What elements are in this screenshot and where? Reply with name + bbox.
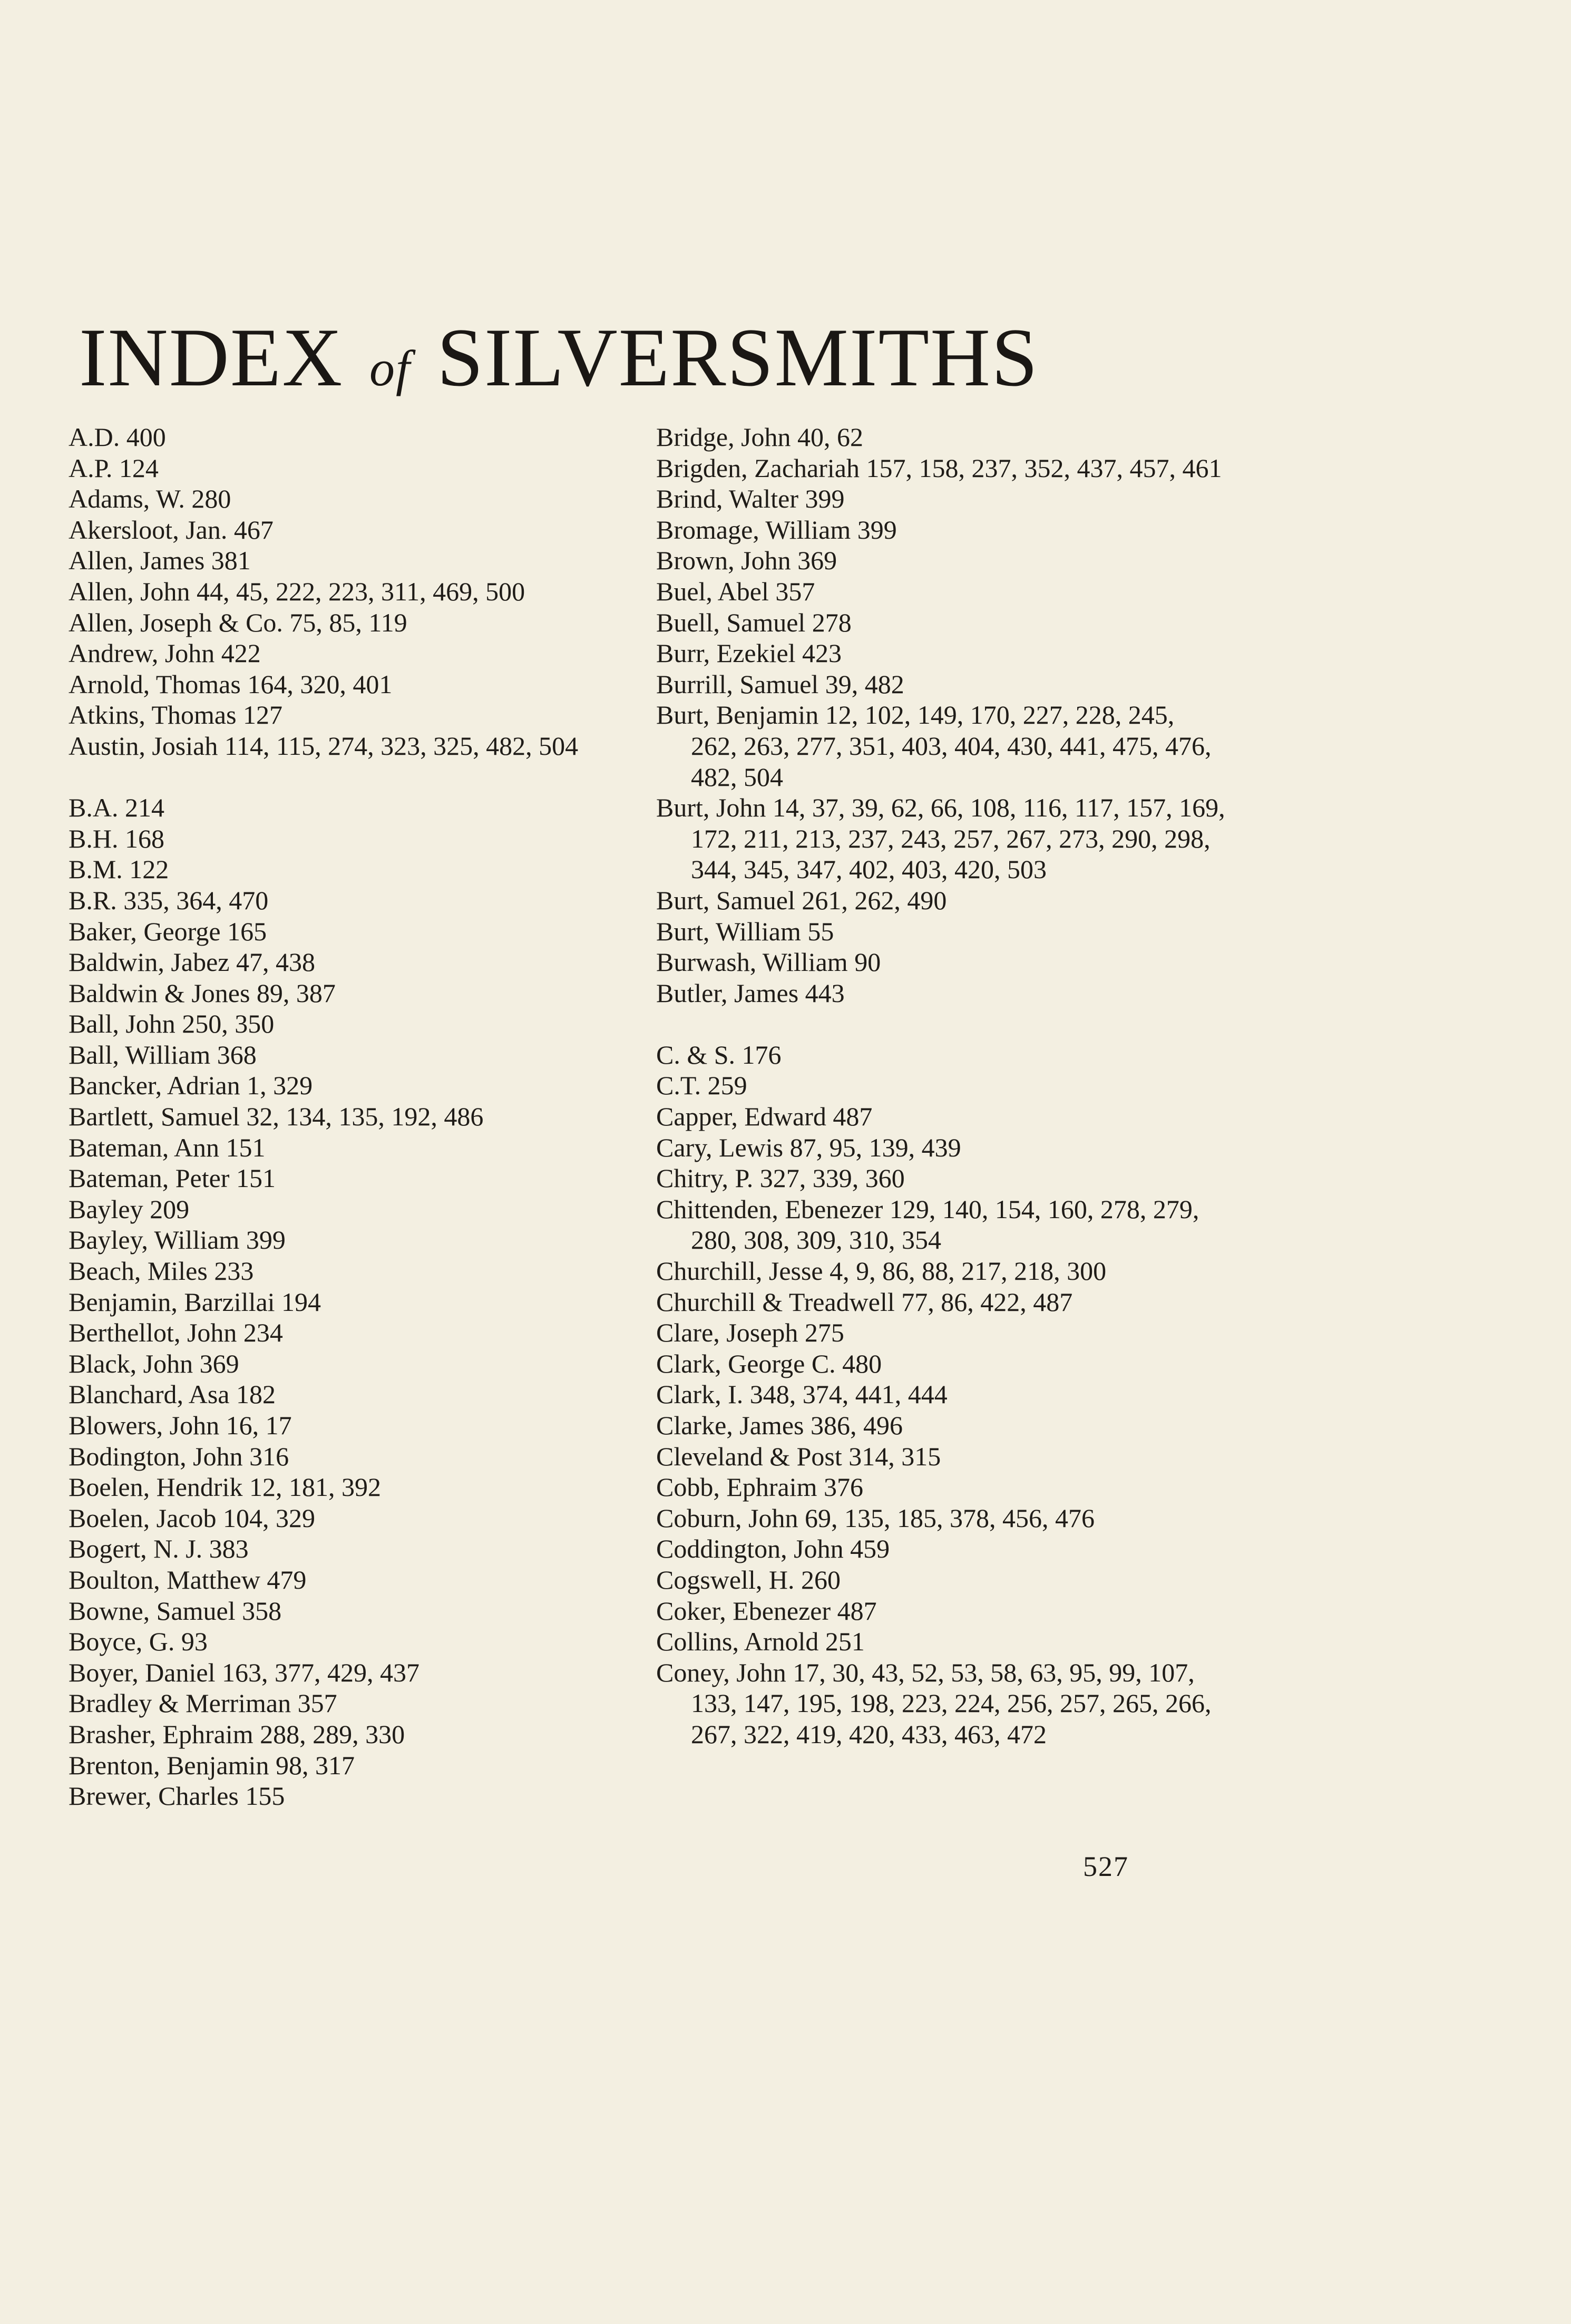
index-entry: Allen, James 381 [69,546,251,576]
index-entry: B.R. 335, 364, 470 [69,885,269,915]
index-entry: Bradley & Merriman 357 [69,1688,337,1718]
index-entry: Clare, Joseph 275 [656,1318,844,1348]
index-entry: Arnold, Thomas 164, 320, 401 [69,669,393,699]
index-entry: Brind, Walter 399 [656,484,845,514]
page-title [79,312,1039,404]
index-entry: Capper, Edward 487 [656,1102,873,1132]
section-gap [656,1008,1225,1039]
index-entry: Benjamin, Barzillai 194 [69,1287,321,1317]
index-entry: Brasher, Ephraim 288, 289, 330 [69,1719,405,1749]
index-entry: Bateman, Ann 151 [69,1132,266,1162]
index-entry: Chittenden, Ebenezer 129, 140, 154, 160, 278, 279, 280, 308, 309, 310, 354 [656,1194,1199,1255]
index-entry: Boelen, Jacob 104, 329 [69,1503,315,1533]
index-entry: Brigden, Zachariah 157, 158, 237, 352, 437, 457, 461 [656,453,1222,483]
index-entry: Blowers, John 16, 17 [69,1411,292,1440]
index-entry: Collins, Arnold 251 [656,1627,865,1657]
title-word-silversmiths: SILVERSMITHS [437,312,1039,404]
index-entry: Boyer, Daniel 163, 377, 429, 437 [69,1657,419,1687]
index-entry: Cary, Lewis 87, 95, 139, 439 [656,1132,961,1162]
index-entry: Clark, I. 348, 374, 441, 444 [656,1379,948,1409]
index-entry: Bridge, John 40, 62 [656,422,864,452]
index-entry: Bromage, William 399 [656,514,897,544]
index-entry: Clarke, James 386, 496 [656,1411,903,1440]
index-entry: Churchill, Jesse 4, 9, 86, 88, 217, 218, 300 [656,1256,1107,1286]
index-entry: Akersloot, Jan. 467 [69,514,274,544]
title-word-index: INDEX [79,312,344,404]
index-entry: Coker, Ebenezer 487 [656,1596,877,1626]
index-entry: Allen, John 44, 45, 222, 223, 311, 469, 500 [69,576,525,606]
index-entry: B.H. 168 [69,823,164,853]
index-entry: Brenton, Benjamin 98, 317 [69,1750,355,1780]
index-column-left [69,422,638,1812]
index-entry: Boelen, Hendrik 12, 181, 392 [69,1472,381,1502]
index-entry: B.A. 214 [69,793,164,823]
index-entry: Coney, John 17, 30, 43, 52, 53, 58, 63, 95, 99, 107, 133, 147, 195, 198, 223, 224, 256, 257, 265, 266, 267, 322, 419, 420, 433, 463, 472 [656,1657,1212,1749]
index-entry: Coddington, John 459 [656,1534,890,1564]
index-entry: Atkins, Thomas 127 [69,700,283,730]
index-entry: Burr, Ezekiel 423 [656,638,842,668]
index-entry: Allen, Joseph & Co. 75, 85, 119 [69,607,407,637]
index-entry: C. & S. 176 [656,1039,782,1069]
index-entry: Burt, William 55 [656,916,834,946]
index-entry: Baker, George 165 [69,916,267,946]
index-entry: Buell, Samuel 278 [656,607,852,637]
index-entry: Clark, George C. 480 [656,1348,882,1378]
index-entry: Burt, Samuel 261, 262, 490 [656,885,947,915]
index-entry: Burt, Benjamin 12, 102, 149, 170, 227, 228, 245, 262, 263, 277, 351, 403, 404, 430, 441, 475, 476, 482, 504 [656,700,1212,792]
index-entry: Baldwin & Jones 89, 387 [69,978,336,1008]
index-entry: Chitry, P. 327, 339, 360 [656,1163,905,1193]
index-entry: Baldwin, Jabez 47, 438 [69,947,315,977]
index-entry: Austin, Josiah 114, 115, 274, 323, 325, 482, 504 [69,731,579,761]
index-entry: Buel, Abel 357 [656,576,815,606]
index-entry: Blanchard, Asa 182 [69,1379,276,1409]
index-entry: Cleveland & Post 314, 315 [656,1441,941,1471]
index-entry: Berthellot, John 234 [69,1318,283,1348]
index-entry: Black, John 369 [69,1348,239,1378]
index-entry: B.M. 122 [69,854,169,884]
index-entry: A.P. 124 [69,453,159,483]
index-entry: Boulton, Matthew 479 [69,1564,307,1594]
section-gap [69,762,638,793]
index-entry: Brown, John 369 [656,546,837,576]
index-entry: Cobb, Ephraim 376 [656,1472,864,1502]
index-entry: Bogert, N. J. 383 [69,1534,249,1564]
index-entry: Bayley 209 [69,1194,190,1224]
index-entry: Bayley, William 399 [69,1225,286,1255]
index-entry: Burwash, William 90 [656,947,881,977]
index-entry: A.D. 400 [69,422,166,452]
index-entry: Burrill, Samuel 39, 482 [656,669,904,699]
index-entry: Burt, John 14, 37, 39, 62, 66, 108, 116, 117, 157, 169, 172, 211, 213, 237, 243, 257, 267, 273, 290, 298, 344, 345, 347, 402, 403, 420, 503 [656,793,1225,884]
index-column-right [656,422,1225,1750]
index-entry: Beach, Miles 233 [69,1256,254,1286]
index-entry: Bowne, Samuel 358 [69,1596,282,1626]
index-entry: Ball, William 368 [69,1039,257,1069]
index-entry: Churchill & Treadwell 77, 86, 422, 487 [656,1287,1073,1317]
title-connector: of [369,340,411,396]
index-entry: Ball, John 250, 350 [69,1009,275,1039]
index-entry: Butler, James 443 [656,978,845,1008]
index-entry: C.T. 259 [656,1071,747,1101]
index-entry: Adams, W. 280 [69,484,231,514]
index-entry: Cogswell, H. 260 [656,1564,841,1594]
page-number: 527 [1083,1851,1129,1882]
index-entry: Andrew, John 422 [69,638,261,668]
index-entry: Coburn, John 69, 135, 185, 378, 456, 476 [656,1503,1095,1533]
index-entry: Bateman, Peter 151 [69,1163,276,1193]
index-entry: Bartlett, Samuel 32, 134, 135, 192, 486 [69,1102,484,1132]
index-entry: Bancker, Adrian 1, 329 [69,1071,313,1101]
index-entry: Boyce, G. 93 [69,1627,208,1657]
index-entry: Brewer, Charles 155 [69,1781,285,1811]
index-entry: Bodington, John 316 [69,1441,289,1471]
